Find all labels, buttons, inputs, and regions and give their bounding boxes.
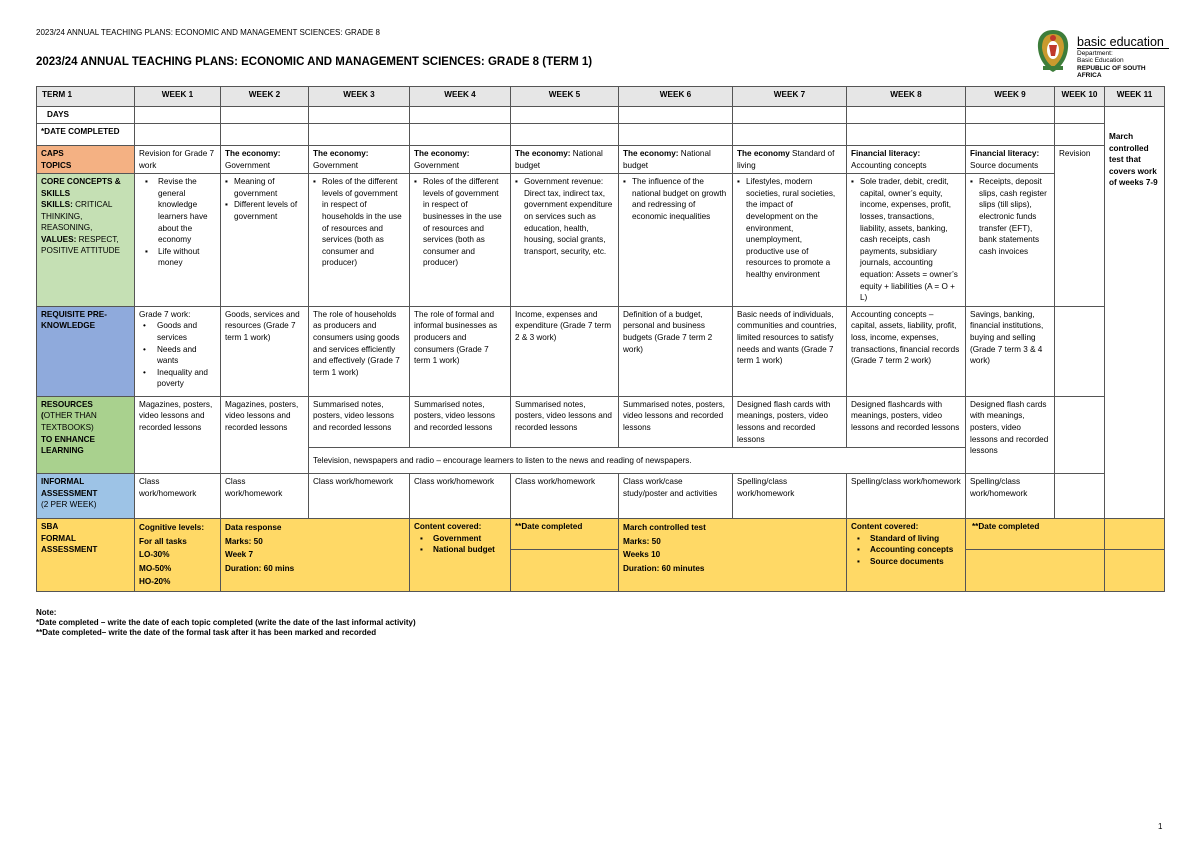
topic-week-2-bold: The economy:	[225, 149, 281, 158]
topic-week-4-text: Government	[414, 160, 460, 170]
sba-content-item: ▪ National budget	[420, 544, 506, 556]
topic-week-6	[619, 146, 733, 174]
days-label: DAYS	[37, 107, 135, 124]
note-2: **Date completed– write the date of the formal task after it has been marked and recorded	[36, 628, 377, 637]
sba-content-1	[410, 519, 511, 592]
topic-week-1: Revision for Grade 7 work	[135, 146, 221, 174]
week-header-row	[37, 87, 1165, 107]
values-value: RESPECT, POSITIVE ATTITUDE	[41, 234, 121, 256]
req-week-9: Savings, banking, financial institutions, buying and selling (Grade 7 term 3 & 4 work)	[966, 306, 1055, 396]
sba-data-response	[221, 519, 410, 592]
req-week-4: The role of formal and informal businesses as producers and consumers (Grade 7 term 1 work)	[410, 306, 511, 396]
topic-week-4	[410, 146, 511, 174]
informal-assessment-row	[37, 474, 1165, 519]
topic-week-3-text: Government	[313, 160, 359, 170]
req-week-5: Income, expenses and expenditure (Grade 7 term 2 & 3 work)	[511, 306, 619, 396]
sba-cog-line: For all tasks	[139, 536, 187, 546]
sba-mct-line: March controlled test	[623, 523, 706, 533]
sba-data-line: Duration: 60 mins	[225, 563, 295, 573]
core-item: ▪ The influence of the national budget on growth and redressing of economic inequalities	[623, 176, 728, 222]
date-completed-row	[37, 124, 1165, 146]
core-week-1	[135, 174, 221, 307]
topic-week-2-text: Government	[225, 160, 271, 170]
req-item: • Goods and services	[143, 320, 216, 343]
res-week-2: Magazines, posters, video lessons and recorded lessons	[221, 396, 309, 473]
sba-content-2-title: Content covered:	[851, 522, 919, 532]
topic-week-8-bold: Financial literacy:	[851, 149, 921, 158]
topic-week-5	[511, 146, 619, 174]
core-item: ▪ Life without money	[145, 246, 216, 269]
week-4-header: WEEK 4	[410, 87, 511, 107]
core-week-5	[511, 174, 619, 307]
topic-week-4-bold: The economy:	[414, 149, 470, 158]
inf-week-6: Class work/case study/poster and activities	[619, 474, 733, 519]
sba-content-1-title: Content covered:	[414, 522, 482, 532]
inf-week-3: Class work/homework	[309, 474, 410, 519]
res-week-9: Designed flash cards with meanings, posters, video lessons and recorded lessons	[966, 396, 1055, 473]
week-8-header: WEEK 8	[847, 87, 966, 107]
page-title: 2023/24 ANNUAL TEACHING PLANS: ECONOMIC AND MANAGEMENT SCIENCES: GRADE 8 (TERM 1)	[36, 56, 593, 68]
sba-data-line: Marks: 50	[225, 536, 263, 546]
sba-mct-line: Weeks 10	[623, 550, 661, 560]
caps-topics-label	[37, 146, 135, 174]
resources-title: RESOURCES	[41, 399, 93, 409]
topic-week-6-bold: The economy:	[623, 149, 679, 158]
notes	[36, 608, 416, 638]
notes-title: Note:	[36, 608, 57, 617]
resources-other: OTHER THAN TEXTBOOKS)	[41, 411, 97, 432]
values-label: VALUES:	[41, 234, 77, 244]
week-3-header: WEEK 3	[309, 87, 410, 107]
core-concepts-label	[37, 174, 135, 307]
week-9-header: WEEK 9	[966, 87, 1055, 107]
topic-week-6-text: National budget	[623, 149, 711, 170]
res-week-8: Designed flashcards with meanings, posters, video lessons and recorded lessons	[847, 396, 966, 447]
topic-week-2	[221, 146, 309, 174]
topic-week-7-bold: The economy	[737, 149, 790, 158]
dbe-logo	[1034, 28, 1169, 79]
topic-week-3-bold: The economy:	[313, 149, 369, 158]
core-week-6	[619, 174, 733, 307]
sba-cog-line: MO-50%	[139, 563, 172, 573]
inf-week-1: Class work/homework	[135, 474, 221, 519]
caps-topics-row	[37, 146, 1165, 174]
week-7-header: WEEK 7	[733, 87, 847, 107]
core-item: ▪ Different levels of government	[225, 199, 304, 222]
req-item: • Inequality and poverty	[143, 367, 216, 390]
topic-week-10: Revision	[1055, 146, 1105, 307]
coat-of-arms-icon	[1034, 28, 1072, 74]
req-week-7: Basic needs of individuals, communities and countries, limited resources to satisfy needs and wants (Grade 7 term 1 work)	[733, 306, 847, 396]
core-week-2	[221, 174, 309, 307]
inf-week-8: Spelling/class work/homework	[847, 474, 966, 519]
core-concepts-row	[37, 174, 1165, 307]
sba-content-item: ▪ Accounting concepts	[857, 544, 961, 556]
sba-cog-line: LO-30%	[139, 550, 170, 560]
req-week-1-intro: Grade 7 work:	[139, 309, 191, 319]
topic-week-5-bold: The economy:	[515, 149, 571, 158]
req-week-8: Accounting concepts – capital, assets, liability, profit, loss, income, expenses, transactions, financial records (Grade 7 term 2 work)	[847, 306, 966, 396]
sba-row	[37, 519, 1165, 549]
topic-week-9-bold: Financial literacy:	[970, 149, 1040, 158]
informal-sub: (2 PER WEEK)	[41, 500, 97, 510]
sba-content-2	[847, 519, 966, 592]
dept-line-2: Basic Education	[1077, 57, 1124, 65]
inf-week-2: Class work/homework	[221, 474, 309, 519]
term-label: TERM 1	[37, 87, 135, 107]
topic-week-8-text: Accounting concepts	[851, 160, 927, 170]
sba-data-line: Week 7	[225, 550, 254, 560]
brand-name: basic education	[1077, 35, 1164, 49]
week-10-header: WEEK 10	[1055, 87, 1105, 107]
req-week-6: Definition of a budget, personal and business budgets (Grade 7 term 2 work)	[619, 306, 733, 396]
core-item: ▪ Receipts, deposit slips, cash register slips (till slips), electronic funds transfer (EFT), bank statements cash invoices	[970, 176, 1050, 257]
res-media: Television, newspapers and radio – encourage learners to listen to the news and reading of newspapers.	[309, 448, 966, 474]
core-week-9	[966, 174, 1055, 307]
week-1-header: WEEK 1	[135, 87, 221, 107]
req-week-1	[135, 306, 221, 396]
res-week-4: Summarised notes, posters, video lessons and recorded lessons	[410, 396, 511, 447]
week-11-note: March controlled test that covers work of weeks 7-9	[1109, 132, 1158, 188]
sba-content-item: ▪ Standard of living	[857, 533, 961, 545]
sba-formal: FORMAL ASSESSMENT	[41, 533, 98, 555]
date-completed-label: *DATE COMPLETED	[37, 124, 135, 146]
sba-mct-line: Marks: 50	[623, 536, 661, 546]
core-item: ▪ Sole trader, debit, credit, capital, owner’s equity, income, expenses, profit, losses, transactions, liability, assets, banking, cash receipts, cash payments, subsidiary journals, accounting equation: Assets = owner’s equity + liabilities (A = O + L)	[851, 176, 961, 304]
res-week-3: Summarised notes, posters, video lessons and recorded lessons	[309, 396, 410, 447]
page-number: 1	[1158, 822, 1163, 831]
sba-data-line: Data response	[225, 523, 282, 533]
requisite-row	[37, 306, 1165, 396]
week-6-header: WEEK 6	[619, 87, 733, 107]
department-text	[1077, 50, 1169, 79]
res-week-6: Summarised notes, posters, video lessons and recorded lessons	[619, 396, 733, 447]
informal-label	[37, 474, 135, 519]
sba-march-test	[619, 519, 847, 592]
week-11-cell	[1105, 107, 1165, 519]
res-week-1: Magazines, posters, video lessons and recorded lessons	[135, 396, 221, 473]
requisite-label: REQUISITE PRE-KNOWLEDGE	[37, 306, 135, 396]
informal-title: INFORMAL ASSESSMENT	[41, 477, 98, 498]
core-title: CORE CONCEPTS & SKILLS	[41, 177, 121, 198]
core-week-3	[309, 174, 410, 307]
dept-line-3: REPUBLIC OF SOUTH AFRICA	[1077, 64, 1146, 79]
brand-rule	[1077, 48, 1169, 49]
sba-content-item: ▪ Source documents	[857, 556, 961, 568]
topic-week-5-text: National budget	[515, 149, 603, 170]
sba-cognitive-levels	[135, 519, 221, 592]
topic-week-9-text: Source documents	[970, 160, 1039, 170]
resources-row	[37, 396, 1165, 447]
resources-label	[37, 396, 135, 473]
topic-week-3	[309, 146, 410, 174]
sba-content-item: ▪ Government	[420, 533, 506, 545]
week-2-header: WEEK 2	[221, 87, 309, 107]
core-week-7	[733, 174, 847, 307]
sba-label	[37, 519, 135, 592]
sba-title: SBA	[41, 522, 59, 532]
res-week-7: Designed flash cards with meanings, posters, video lessons and recorded lessons	[733, 396, 847, 447]
core-item: ▪ Roles of the different levels of government in respect of households in the use of resources and services (both as consumer and producer)	[313, 176, 405, 269]
topics-label: TOPICS	[41, 160, 72, 170]
teaching-plan-table	[36, 86, 1165, 592]
week-11-header: WEEK 11	[1105, 87, 1165, 107]
inf-week-9: Spelling/class work/homework	[966, 474, 1055, 519]
core-item: ▪ Meaning of government	[225, 176, 304, 199]
topic-week-9	[966, 146, 1055, 174]
resources-paren: (	[41, 411, 44, 421]
sba-cog-line: HO-20%	[139, 577, 171, 587]
sba-cog-line: Cognitive levels:	[139, 523, 205, 533]
caps-label: CAPS	[41, 149, 64, 158]
sba-date-1: **Date completed	[511, 519, 619, 549]
sba-date-2: **Date completed	[966, 519, 1105, 549]
res-week-5: Summarised notes, posters, video lessons and recorded lessons	[511, 396, 619, 447]
core-item: ▪ Roles of the different levels of government in respect of businesses in the use of resources and services (both as consumer and producer)	[414, 176, 506, 269]
topic-week-7	[733, 146, 847, 174]
inf-week-4: Class work/homework	[410, 474, 511, 519]
note-1: *Date completed – write the date of each topic completed (write the date of the last informal activity)	[36, 618, 416, 627]
days-row	[37, 107, 1165, 124]
inf-week-7: Spelling/class work/homework	[733, 474, 847, 519]
dept-line-1: Department:	[1077, 50, 1113, 57]
skills-value: CRITICAL THINKING, REASONING,	[41, 200, 113, 233]
sba-mct-line: Duration: 60 minutes	[623, 563, 705, 573]
core-item: ▪ Lifestyles, modern societies, rural societies, the impact of development on the environment, unemployment, productive use of resources to promote a healthy environment	[737, 176, 842, 280]
core-week-8	[847, 174, 966, 307]
skills-label: SKILLS:	[41, 200, 73, 210]
resources-enhance: TO ENHANCE LEARNING	[41, 434, 95, 456]
week-5-header: WEEK 5	[511, 87, 619, 107]
req-week-2: Goods, services and resources (Grade 7 term 1 work)	[221, 306, 309, 396]
core-item: ▪ Revise the general knowledge learners have about the economy	[145, 176, 216, 246]
core-week-4	[410, 174, 511, 307]
topic-week-7-text: Standard of living	[737, 149, 835, 170]
inf-week-5: Class work/homework	[511, 474, 619, 519]
core-item: ▪ Government revenue: Direct tax, indirect tax, government expenditure on services such as education, health, housing, social grants, transport, security, etc.	[515, 176, 614, 257]
topic-week-8	[847, 146, 966, 174]
req-week-3: The role of households as producers and consumers using goods and services efficiently and effectively (Grade 7 term 1 work)	[309, 306, 410, 396]
req-item: • Needs and wants	[143, 344, 216, 367]
running-header: 2023/24 ANNUAL TEACHING PLANS: ECONOMIC AND MANAGEMENT SCIENCES: GRADE 8	[36, 28, 380, 37]
